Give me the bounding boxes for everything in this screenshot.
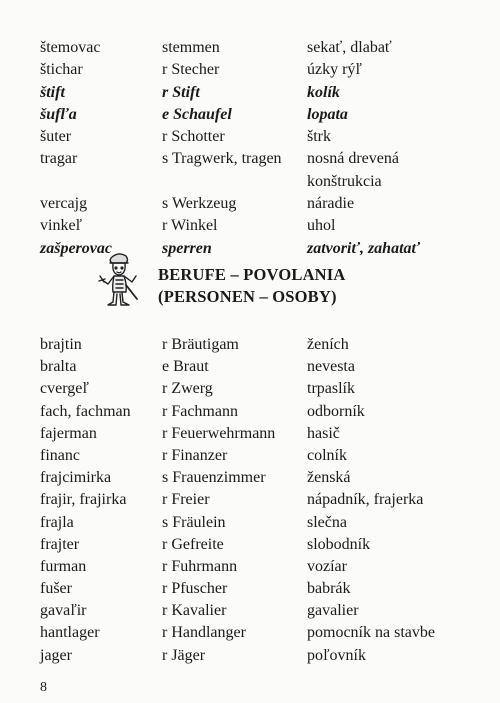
- german-word: s Fräulein: [162, 513, 226, 531]
- slovak-word: kolík: [307, 83, 340, 101]
- german-word: e Braut: [162, 358, 209, 376]
- list-item: [0, 423, 500, 445]
- dialect-word: fajerman: [40, 424, 97, 442]
- slovak-word: hasič: [307, 424, 340, 442]
- slovak-word: úzky rýľ: [307, 61, 362, 79]
- section-heading-line1: BERUFE – POVOLANIA: [158, 264, 346, 284]
- german-word: s Tragwerk, tragen: [162, 150, 282, 168]
- dialect-word: financ: [40, 446, 80, 464]
- german-word: r Kavalier: [162, 602, 227, 620]
- list-item: [0, 356, 500, 378]
- dialect-word: vercajg: [40, 195, 88, 213]
- german-word: e Schaufel: [162, 105, 232, 123]
- page-number: 8: [40, 680, 47, 695]
- list-item: [0, 37, 500, 59]
- german-word: sperren: [162, 239, 212, 257]
- list-item: [0, 600, 500, 622]
- german-word: r Freier: [162, 491, 210, 509]
- slovak-word: ženích: [307, 336, 349, 353]
- dialect-word: štift: [40, 83, 65, 101]
- dialect-word: frajir, frajirka: [40, 491, 127, 509]
- list-item: [0, 534, 500, 556]
- german-word: r Fachmann: [162, 402, 238, 420]
- dialect-word: bralta: [40, 358, 77, 376]
- dialect-word: štichar: [40, 61, 83, 79]
- slovak-word: zatvoriť, zahatať: [307, 239, 421, 257]
- list-item: [0, 334, 500, 356]
- list-item: [0, 622, 500, 644]
- german-word: r Handlanger: [162, 624, 246, 642]
- list-item: [0, 556, 500, 578]
- german-word: stemmen: [162, 39, 220, 56]
- german-word: r Jäger: [162, 646, 206, 664]
- slovak-word: colník: [307, 446, 347, 464]
- slovak-word: babrák: [307, 580, 351, 598]
- german-word: r Winkel: [162, 217, 218, 235]
- slovak-word: ženská: [307, 469, 351, 487]
- dialect-word: štemovac: [40, 39, 101, 56]
- slovak-word: trpaslík: [307, 380, 355, 398]
- dialect-word: gavaľir: [40, 602, 87, 620]
- list-item: [0, 378, 500, 400]
- slovak-word: lopata: [307, 105, 348, 123]
- dialect-word: zašperovac: [40, 239, 112, 257]
- list-item: [0, 645, 500, 667]
- dialect-word: furman: [40, 557, 87, 575]
- german-word: s Werkzeug: [162, 195, 237, 213]
- slovak-word: odborník: [307, 402, 365, 420]
- slovak-word: gavalier: [307, 602, 359, 620]
- slovak-word: nosná drevená: [307, 150, 399, 168]
- german-word: r Finanzer: [162, 446, 228, 464]
- list-item: [0, 489, 500, 511]
- list-item: [0, 82, 500, 104]
- list-item: [0, 148, 500, 170]
- list-item: [0, 238, 500, 260]
- section-heading-line2: (PERSONEN – OSOBY): [158, 286, 337, 306]
- dialect-word: frajla: [40, 513, 74, 531]
- slovak-word: náradie: [307, 195, 355, 213]
- bottom-word-list: [0, 334, 500, 667]
- list-item: [0, 126, 500, 148]
- german-word: r Schotter: [162, 128, 225, 146]
- german-word: s Frauenzimmer: [162, 469, 266, 487]
- german-word: r Feuerwehrmann: [162, 424, 276, 442]
- dialect-word: frajter: [40, 535, 80, 553]
- slovak-word: nevesta: [307, 358, 355, 376]
- dialect-word: fušer: [40, 580, 72, 598]
- list-item: [0, 215, 500, 237]
- slovak-word: nápadník, frajerka: [307, 491, 424, 509]
- dialect-word: frajcimirka: [40, 469, 112, 487]
- dialect-word: vinkeľ: [40, 217, 83, 235]
- section-heading-block: [0, 260, 500, 312]
- german-word: r Stift: [162, 83, 200, 101]
- german-word: r Gefreite: [162, 535, 224, 553]
- slovak-word: konštrukcia: [307, 172, 382, 190]
- slovak-word: sekať, dlabať: [307, 39, 392, 56]
- worker-figure-icon: [96, 250, 140, 308]
- slovak-word: pomocník na stavbe: [307, 624, 435, 642]
- list-item: [0, 578, 500, 600]
- german-word: r Bräutigam: [162, 336, 239, 353]
- german-word: r Stecher: [162, 61, 220, 79]
- dialect-word: fach, fachman: [40, 402, 131, 420]
- slovak-word: poľovník: [307, 646, 366, 664]
- dialect-word: šuter: [40, 128, 72, 146]
- slovak-word: slobodník: [307, 535, 371, 553]
- top-word-list: [0, 37, 500, 312]
- list-item: [0, 401, 500, 423]
- slovak-word: uhol: [307, 217, 336, 235]
- list-item: [0, 171, 500, 193]
- dialect-word: hantlager: [40, 624, 100, 642]
- list-item: [0, 59, 500, 81]
- list-item: [0, 467, 500, 489]
- slovak-word: štrk: [307, 128, 331, 146]
- list-item: [0, 193, 500, 215]
- list-item: [0, 104, 500, 126]
- list-item: [0, 512, 500, 534]
- german-word: r Fuhrmann: [162, 557, 238, 575]
- slovak-word: slečna: [307, 513, 347, 531]
- dialect-word: šufľa: [40, 105, 77, 123]
- slovak-word: vozíar: [307, 557, 347, 575]
- german-word: r Pfuscher: [162, 580, 228, 598]
- dialect-word: tragar: [40, 150, 78, 168]
- list-item: [0, 445, 500, 467]
- section-heading: [158, 264, 346, 308]
- dialect-word: cvergeľ: [40, 380, 89, 398]
- dialect-word: brajtin: [40, 336, 82, 353]
- german-word: r Zwerg: [162, 380, 213, 398]
- dialect-word: jager: [40, 646, 72, 664]
